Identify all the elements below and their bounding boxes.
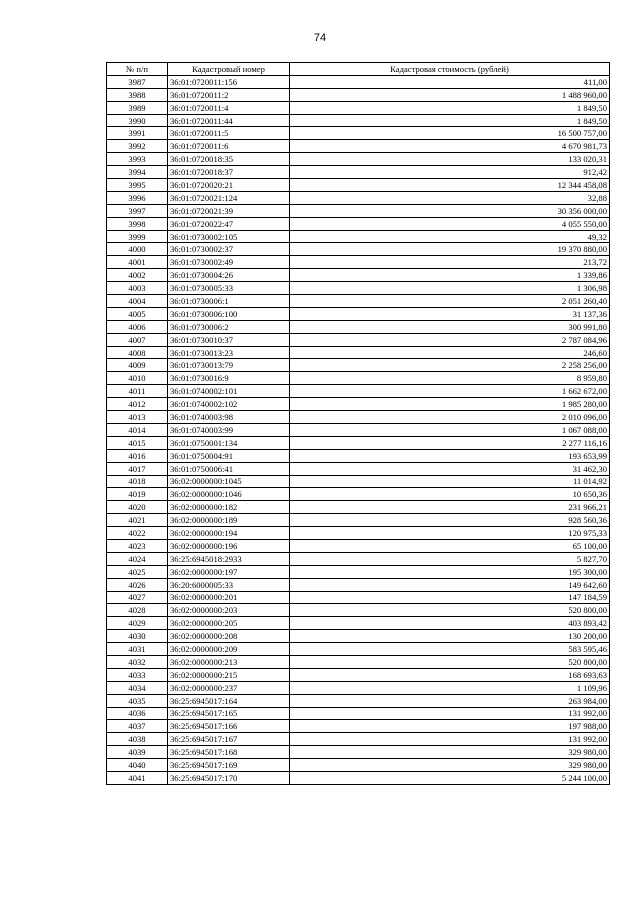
cadastral-number: 36:01:0720020:21: [168, 179, 290, 192]
cadastral-number: 36:01:0720018:37: [168, 166, 290, 179]
cadastral-number: 36:01:0720021:124: [168, 191, 290, 204]
cadastral-number: 36:02:0000000:215: [168, 668, 290, 681]
cadastral-cost: 147 184,59: [290, 591, 610, 604]
cadastral-cost: 168 693,63: [290, 668, 610, 681]
row-number: 3999: [107, 230, 168, 243]
cadastral-cost: 30 356 000,00: [290, 204, 610, 217]
table-row: [107, 398, 610, 411]
row-number: 4016: [107, 449, 168, 462]
cadastral-cost: 149 642,60: [290, 578, 610, 591]
row-number: 4021: [107, 514, 168, 527]
row-number: 4029: [107, 617, 168, 630]
table-row: [107, 591, 610, 604]
row-number: 4028: [107, 604, 168, 617]
cadastral-number: 36:01:0740002:101: [168, 385, 290, 398]
row-number: 3995: [107, 179, 168, 192]
cadastral-cost: 197 988,00: [290, 720, 610, 733]
table-row: [107, 746, 610, 759]
cadastral-number: 36:01:0750004:91: [168, 449, 290, 462]
cadastral-number: 36:01:0720011:6: [168, 140, 290, 153]
table-row: [107, 346, 610, 359]
cadastral-number: 36:02:0000000:205: [168, 617, 290, 630]
table-row: [107, 423, 610, 436]
table-row: [107, 539, 610, 552]
cadastral-number: 36:01:0730005:33: [168, 282, 290, 295]
cadastral-number: 36:01:0750001:134: [168, 436, 290, 449]
row-number: 4001: [107, 256, 168, 269]
row-number: 4041: [107, 771, 168, 784]
table-row: [107, 578, 610, 591]
row-number: 4027: [107, 591, 168, 604]
row-number: 4007: [107, 333, 168, 346]
row-number: 3990: [107, 114, 168, 127]
cadastral-cost: 300 991,80: [290, 320, 610, 333]
cadastral-number: 36:01:0720011:4: [168, 101, 290, 114]
cadastral-cost: 10 650,36: [290, 488, 610, 501]
row-number: 3998: [107, 217, 168, 230]
cadastral-cost: 193 653,99: [290, 449, 610, 462]
row-number: 4037: [107, 720, 168, 733]
table-row: [107, 179, 610, 192]
row-number: 4024: [107, 552, 168, 565]
cadastral-cost: 520 800,00: [290, 604, 610, 617]
table-row: [107, 88, 610, 101]
cadastral-cost: 2 277 116,16: [290, 436, 610, 449]
table-row: [107, 307, 610, 320]
table-row: [107, 359, 610, 372]
table-header-row: [107, 63, 610, 76]
cadastral-cost: 120 975,33: [290, 527, 610, 540]
cadastral-number: 36:02:0000000:237: [168, 681, 290, 694]
table-row: [107, 256, 610, 269]
cadastral-cost: 329 980,00: [290, 746, 610, 759]
cadastral-number: 36:02:0000000:213: [168, 655, 290, 668]
table-row: [107, 191, 610, 204]
cadastral-cost: 2 010 096,00: [290, 411, 610, 424]
row-number: 4015: [107, 436, 168, 449]
table-row: [107, 617, 610, 630]
page-number: 74: [313, 32, 327, 44]
table-row: [107, 501, 610, 514]
table-row: [107, 230, 610, 243]
cadastral-cost: 403 893,42: [290, 617, 610, 630]
header-number: № п/п: [107, 63, 168, 76]
row-number: 4004: [107, 295, 168, 308]
cadastral-number: 36:01:0730006:2: [168, 320, 290, 333]
table-row: [107, 153, 610, 166]
row-number: 4010: [107, 372, 168, 385]
row-number: 3997: [107, 204, 168, 217]
cadastral-number: 36:01:0730004:26: [168, 269, 290, 282]
row-number: 4025: [107, 565, 168, 578]
table-row: [107, 643, 610, 656]
cadastral-cost: 4 670 981,73: [290, 140, 610, 153]
cadastral-cost: 32,88: [290, 191, 610, 204]
cadastral-cost: 8 959,80: [290, 372, 610, 385]
cadastral-number: 36:25:6945017:166: [168, 720, 290, 733]
cadastral-cost: 411,00: [290, 75, 610, 88]
cadastral-cost: 1 985 280,00: [290, 398, 610, 411]
cadastral-cost: 231 966,21: [290, 501, 610, 514]
cadastral-number: 36:01:0740003:98: [168, 411, 290, 424]
cadastral-number: 36:01:0730006:100: [168, 307, 290, 320]
table-row: [107, 694, 610, 707]
cadastral-number: 36:25:6945017:169: [168, 759, 290, 772]
row-number: 4018: [107, 475, 168, 488]
table-row: [107, 333, 610, 346]
row-number: 4009: [107, 359, 168, 372]
cadastral-number: 36:01:0730013:23: [168, 346, 290, 359]
cadastral-cost: 1 849,50: [290, 101, 610, 114]
cadastral-number: 36:01:0730002:37: [168, 243, 290, 256]
cadastral-cost: 583 595,46: [290, 643, 610, 656]
cadastral-number: 36:25:6945017:164: [168, 694, 290, 707]
table-row: [107, 385, 610, 398]
cadastral-number: 36:20:6000005:33: [168, 578, 290, 591]
cadastral-cost: 31 462,30: [290, 462, 610, 475]
cadastral-cost: 1 849,50: [290, 114, 610, 127]
row-number: 4014: [107, 423, 168, 436]
cadastral-number: 36:01:0720021:39: [168, 204, 290, 217]
row-number: 4023: [107, 539, 168, 552]
row-number: 3994: [107, 166, 168, 179]
cadastral-cost: 1 109,96: [290, 681, 610, 694]
row-number: 4006: [107, 320, 168, 333]
row-number: 4002: [107, 269, 168, 282]
table-row: [107, 681, 610, 694]
cadastral-number: 36:25:6945017:170: [168, 771, 290, 784]
header-cadastral-cost: Кадастровая стоимость (рублей): [290, 63, 610, 76]
table-row: [107, 707, 610, 720]
header-cadastral-number: Кадастровый номер: [168, 63, 290, 76]
cadastral-cost: 65 100,00: [290, 539, 610, 552]
cadastral-cost: 912,42: [290, 166, 610, 179]
cadastral-cost: 2 787 084,96: [290, 333, 610, 346]
cadastral-number: 36:25:6945017:167: [168, 733, 290, 746]
table-row: [107, 527, 610, 540]
cadastral-number: 36:02:0000000:203: [168, 604, 290, 617]
cadastral-number: 36:02:0000000:208: [168, 630, 290, 643]
row-number: 4039: [107, 746, 168, 759]
cadastral-number: 36:01:0730002:105: [168, 230, 290, 243]
row-number: 4040: [107, 759, 168, 772]
table-row: [107, 166, 610, 179]
cadastral-number: 36:02:0000000:209: [168, 643, 290, 656]
cadastral-number: 36:01:0720011:156: [168, 75, 290, 88]
table-row: [107, 243, 610, 256]
cadastral-number: 36:01:0720011:2: [168, 88, 290, 101]
table-row: [107, 436, 610, 449]
table-row: [107, 217, 610, 230]
table-row: [107, 759, 610, 772]
row-number: 3993: [107, 153, 168, 166]
table-row: [107, 720, 610, 733]
cadastral-number: 36:01:0730010:37: [168, 333, 290, 346]
cadastral-cost: 1 339,86: [290, 269, 610, 282]
table-row: [107, 204, 610, 217]
table-row: [107, 295, 610, 308]
cadastral-number: 36:02:0000000:197: [168, 565, 290, 578]
cadastral-cost: 1 306,98: [290, 282, 610, 295]
row-number: 4032: [107, 655, 168, 668]
cadastral-number: 36:01:0720011:5: [168, 127, 290, 140]
row-number: 4035: [107, 694, 168, 707]
row-number: 4033: [107, 668, 168, 681]
row-number: 4012: [107, 398, 168, 411]
cadastral-cost: 133 020,31: [290, 153, 610, 166]
table-body: [107, 75, 610, 784]
row-number: 4034: [107, 681, 168, 694]
table-row: [107, 114, 610, 127]
table-row: [107, 733, 610, 746]
cadastral-cost: 49,32: [290, 230, 610, 243]
row-number: 4019: [107, 488, 168, 501]
row-number: 3991: [107, 127, 168, 140]
table-row: [107, 475, 610, 488]
cadastral-cost: 131 992,00: [290, 707, 610, 720]
table-row: [107, 668, 610, 681]
row-number: 4038: [107, 733, 168, 746]
table-row: [107, 320, 610, 333]
cadastral-cost: 4 055 550,00: [290, 217, 610, 230]
cadastral-number: 36:02:0000000:196: [168, 539, 290, 552]
table-row: [107, 655, 610, 668]
cadastral-number: 36:01:0740003:99: [168, 423, 290, 436]
cadastral-number: 36:02:0000000:189: [168, 514, 290, 527]
cadastral-cost: 1 067 088,00: [290, 423, 610, 436]
cadastral-number: 36:02:0000000:194: [168, 527, 290, 540]
cadastral-cost: 520 800,00: [290, 655, 610, 668]
cadastral-cost: 928 560,36: [290, 514, 610, 527]
row-number: 4013: [107, 411, 168, 424]
cadastral-cost: 329 980,00: [290, 759, 610, 772]
cadastral-cost: 16 500 757,00: [290, 127, 610, 140]
cadastral-cost: 2 258 256,00: [290, 359, 610, 372]
row-number: 3996: [107, 191, 168, 204]
cadastral-number: 36:01:0720011:44: [168, 114, 290, 127]
row-number: 4022: [107, 527, 168, 540]
cadastral-number: 36:01:0730002:49: [168, 256, 290, 269]
row-number: 4003: [107, 282, 168, 295]
cadastral-number: 36:01:0730013:79: [168, 359, 290, 372]
row-number: 3989: [107, 101, 168, 114]
cadastral-cost: 5 244 100,00: [290, 771, 610, 784]
cadastral-cost: 2 051 260,40: [290, 295, 610, 308]
row-number: 3988: [107, 88, 168, 101]
cadastral-number: 36:01:0730016:9: [168, 372, 290, 385]
table-row: [107, 101, 610, 114]
cadastral-cost: 12 344 458,08: [290, 179, 610, 192]
table-row: [107, 140, 610, 153]
row-number: 4036: [107, 707, 168, 720]
table-row: [107, 411, 610, 424]
table-row: [107, 449, 610, 462]
row-number: 4017: [107, 462, 168, 475]
cadastral-cost: 5 827,70: [290, 552, 610, 565]
cadastral-cost: 31 137,36: [290, 307, 610, 320]
table-row: [107, 372, 610, 385]
cadastral-number: 36:01:0730006:1: [168, 295, 290, 308]
cadastral-number: 36:02:0000000:182: [168, 501, 290, 514]
cadastral-cost: 130 200,00: [290, 630, 610, 643]
cadastral-cost: 131 992,00: [290, 733, 610, 746]
cadastral-cost: 11 014,92: [290, 475, 610, 488]
table-row: [107, 771, 610, 784]
cadastral-number: 36:02:0000000:1045: [168, 475, 290, 488]
row-number: 4026: [107, 578, 168, 591]
cadastral-cost: 19 370 880,00: [290, 243, 610, 256]
cadastral-value-table: [106, 62, 610, 785]
table-row: [107, 269, 610, 282]
row-number: 4011: [107, 385, 168, 398]
table-row: [107, 282, 610, 295]
cadastral-number: 36:01:0750006:41: [168, 462, 290, 475]
table-row: [107, 604, 610, 617]
table-row: [107, 514, 610, 527]
table-row: [107, 75, 610, 88]
cadastral-number: 36:01:0740002:102: [168, 398, 290, 411]
cadastral-cost: 246,60: [290, 346, 610, 359]
table-row: [107, 462, 610, 475]
cadastral-number: 36:02:0000000:1046: [168, 488, 290, 501]
cadastral-number: 36:01:0720018:35: [168, 153, 290, 166]
row-number: 4020: [107, 501, 168, 514]
table-row: [107, 565, 610, 578]
cadastral-number: 36:25:6945018:2933: [168, 552, 290, 565]
row-number: 4005: [107, 307, 168, 320]
cadastral-number: 36:02:0000000:201: [168, 591, 290, 604]
row-number: 4000: [107, 243, 168, 256]
cadastral-cost: 195 300,00: [290, 565, 610, 578]
cadastral-cost: 213,72: [290, 256, 610, 269]
cadastral-cost: 1 488 960,00: [290, 88, 610, 101]
row-number: 4030: [107, 630, 168, 643]
cadastral-number: 36:25:6945017:165: [168, 707, 290, 720]
row-number: 4008: [107, 346, 168, 359]
table-row: [107, 630, 610, 643]
row-number: 3987: [107, 75, 168, 88]
cadastral-number: 36:01:0720022:47: [168, 217, 290, 230]
cadastral-number: 36:25:6945017:168: [168, 746, 290, 759]
table-row: [107, 127, 610, 140]
cadastral-cost: 263 984,00: [290, 694, 610, 707]
row-number: 3992: [107, 140, 168, 153]
cadastral-cost: 1 662 672,00: [290, 385, 610, 398]
row-number: 4031: [107, 643, 168, 656]
table-row: [107, 552, 610, 565]
table-row: [107, 488, 610, 501]
